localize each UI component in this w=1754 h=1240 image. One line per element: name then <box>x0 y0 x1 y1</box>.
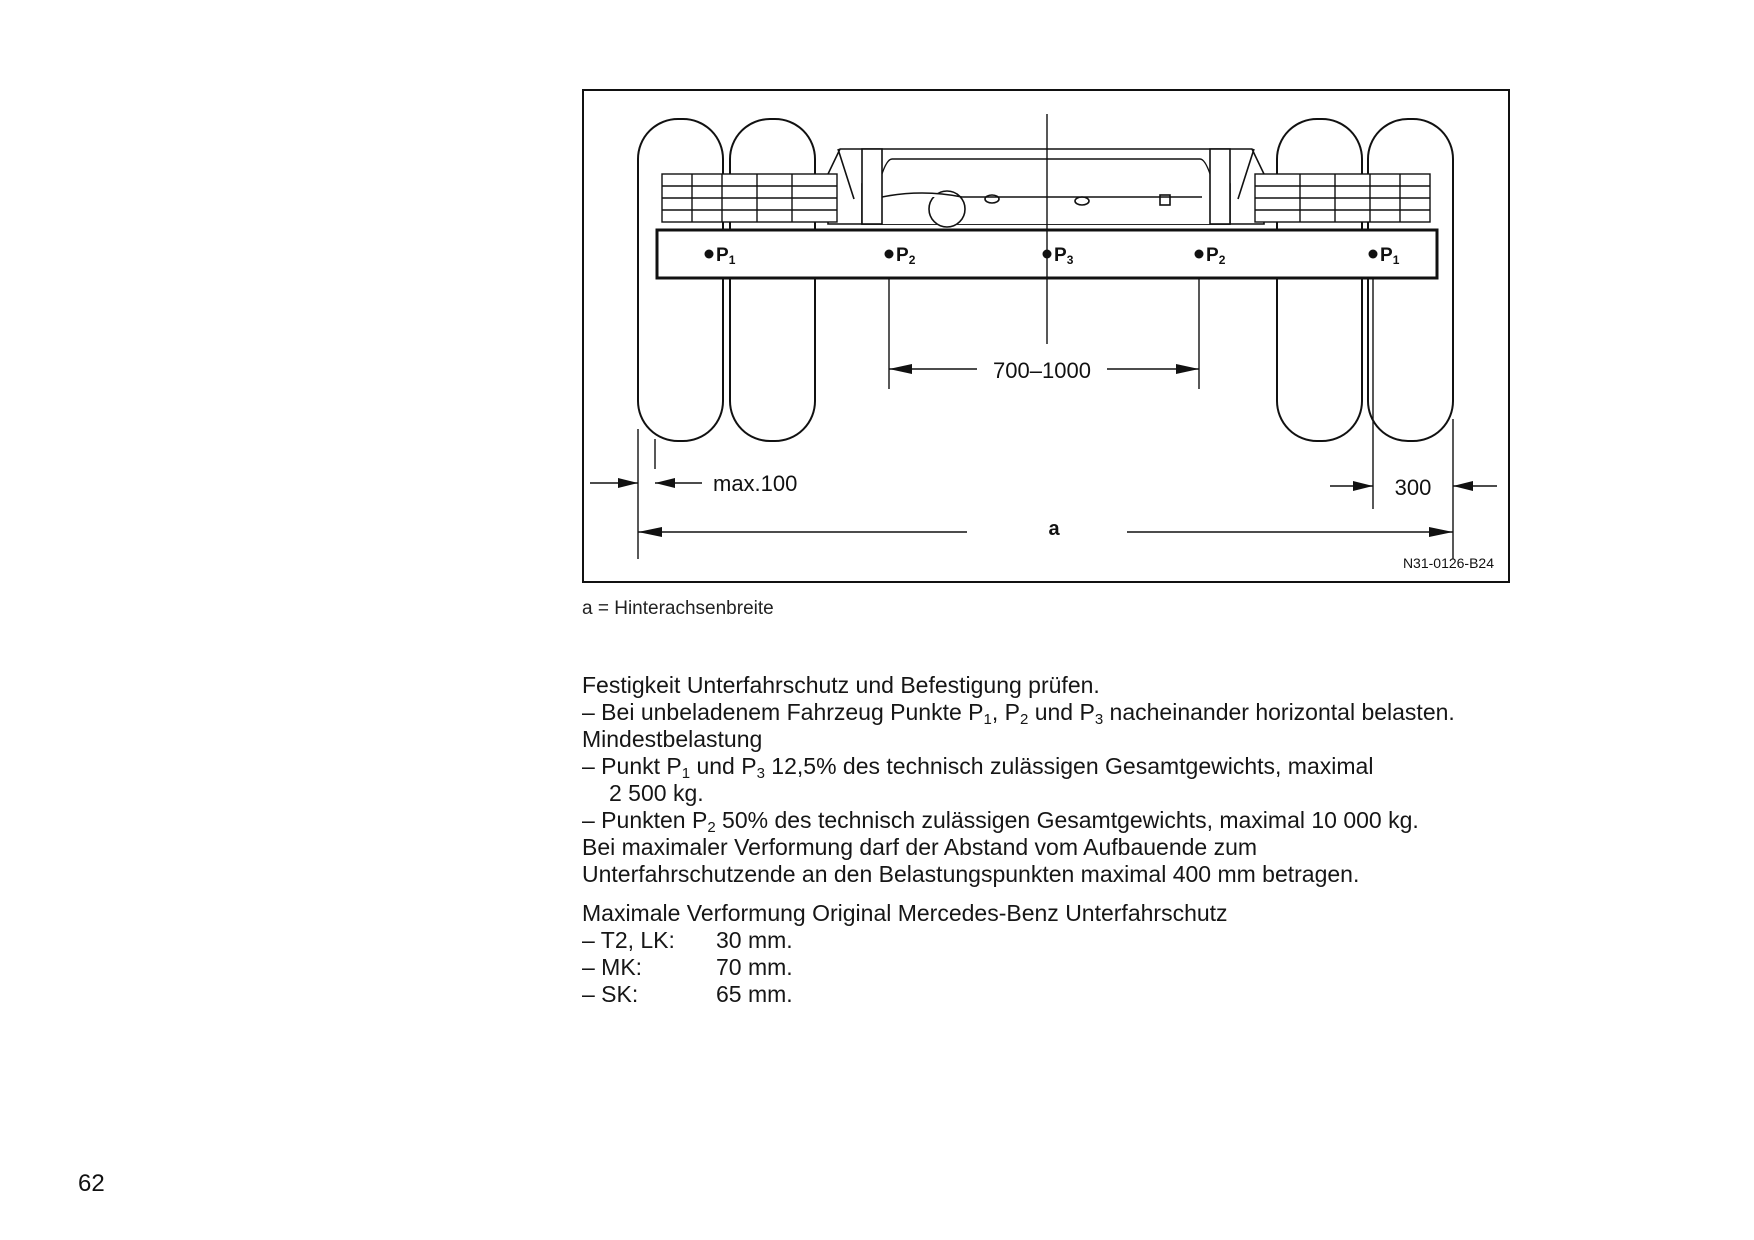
load-point-p3 <box>1043 250 1052 259</box>
text-line: Festigkeit Unterfahrschutz und Befestigung prüfen. <box>582 672 1100 698</box>
tail-light-left <box>662 174 837 222</box>
dimension-label-a: a <box>1048 518 1060 540</box>
load-point-p1-left <box>705 250 714 259</box>
spec-label: – MK: <box>582 954 643 980</box>
spec-label: – SK: <box>582 981 639 1007</box>
spec-row-mk <box>582 954 1702 981</box>
load-point-p1-right <box>1369 250 1378 259</box>
spec-value: 70 mm. <box>716 954 793 980</box>
spec-value: 30 mm. <box>716 927 793 953</box>
text-line: – Punkt $P_1$ und $P_3$ 12,5% des technisch zulässigen Gesamtgewichts, maximal <box>582 753 1374 782</box>
svg-text:P3: P3 <box>1054 245 1074 267</box>
figure-code: N31-0126-B24 <box>1402 555 1494 571</box>
tail-light-right <box>1255 174 1430 222</box>
dimension-label-center: 700–1000 <box>993 358 1091 383</box>
svg-text:P2: P2 <box>896 245 916 267</box>
load-point-p2-right <box>1195 250 1204 259</box>
text-line: – Bei unbeladenem Fahrzeug Punkte $P_1$, $P_2$ und $P_3$ nacheinander horizontal belasten. <box>582 699 1455 728</box>
spec-row-t2-lk <box>582 927 1702 954</box>
page-number: 62 <box>78 1170 105 1197</box>
text-line: 2 500 kg. <box>609 780 704 806</box>
text-line: Maximale Verformung Original Mercedes-Benz Unterfahrschutz <box>582 900 1228 926</box>
load-point-p2-left <box>885 250 894 259</box>
text-line: – Punkten $P_2$ 50% des technisch zulässigen Gesamtgewichts, maximal 10 000 kg. <box>582 807 1419 836</box>
dimension-label-right: 300 <box>1394 475 1432 500</box>
spec-label: – T2, LK: <box>582 927 675 953</box>
spec-value: 65 mm. <box>716 981 793 1007</box>
svg-text:P1: P1 <box>716 245 736 267</box>
chassis-frame <box>828 149 1264 227</box>
dimension-label-left: max.100 <box>713 471 798 496</box>
text-line: Unterfahrschutzende an den Belastungspunkten maximal 400 mm betragen. <box>582 861 1360 887</box>
spec-row-sk <box>582 981 1702 1008</box>
instruction-text <box>582 672 1702 1008</box>
text-line: Bei maximaler Verformung darf der Abstand vom Aufbauende zum <box>582 834 1258 860</box>
svg-text:P1: P1 <box>1380 245 1400 267</box>
figure-caption: a = Hinterachsenbreite <box>582 598 774 619</box>
text-line: Mindestbelastung <box>582 726 763 752</box>
svg-text:P2: P2 <box>1206 245 1226 267</box>
rear-underrun-protection-diagram <box>582 89 1510 583</box>
